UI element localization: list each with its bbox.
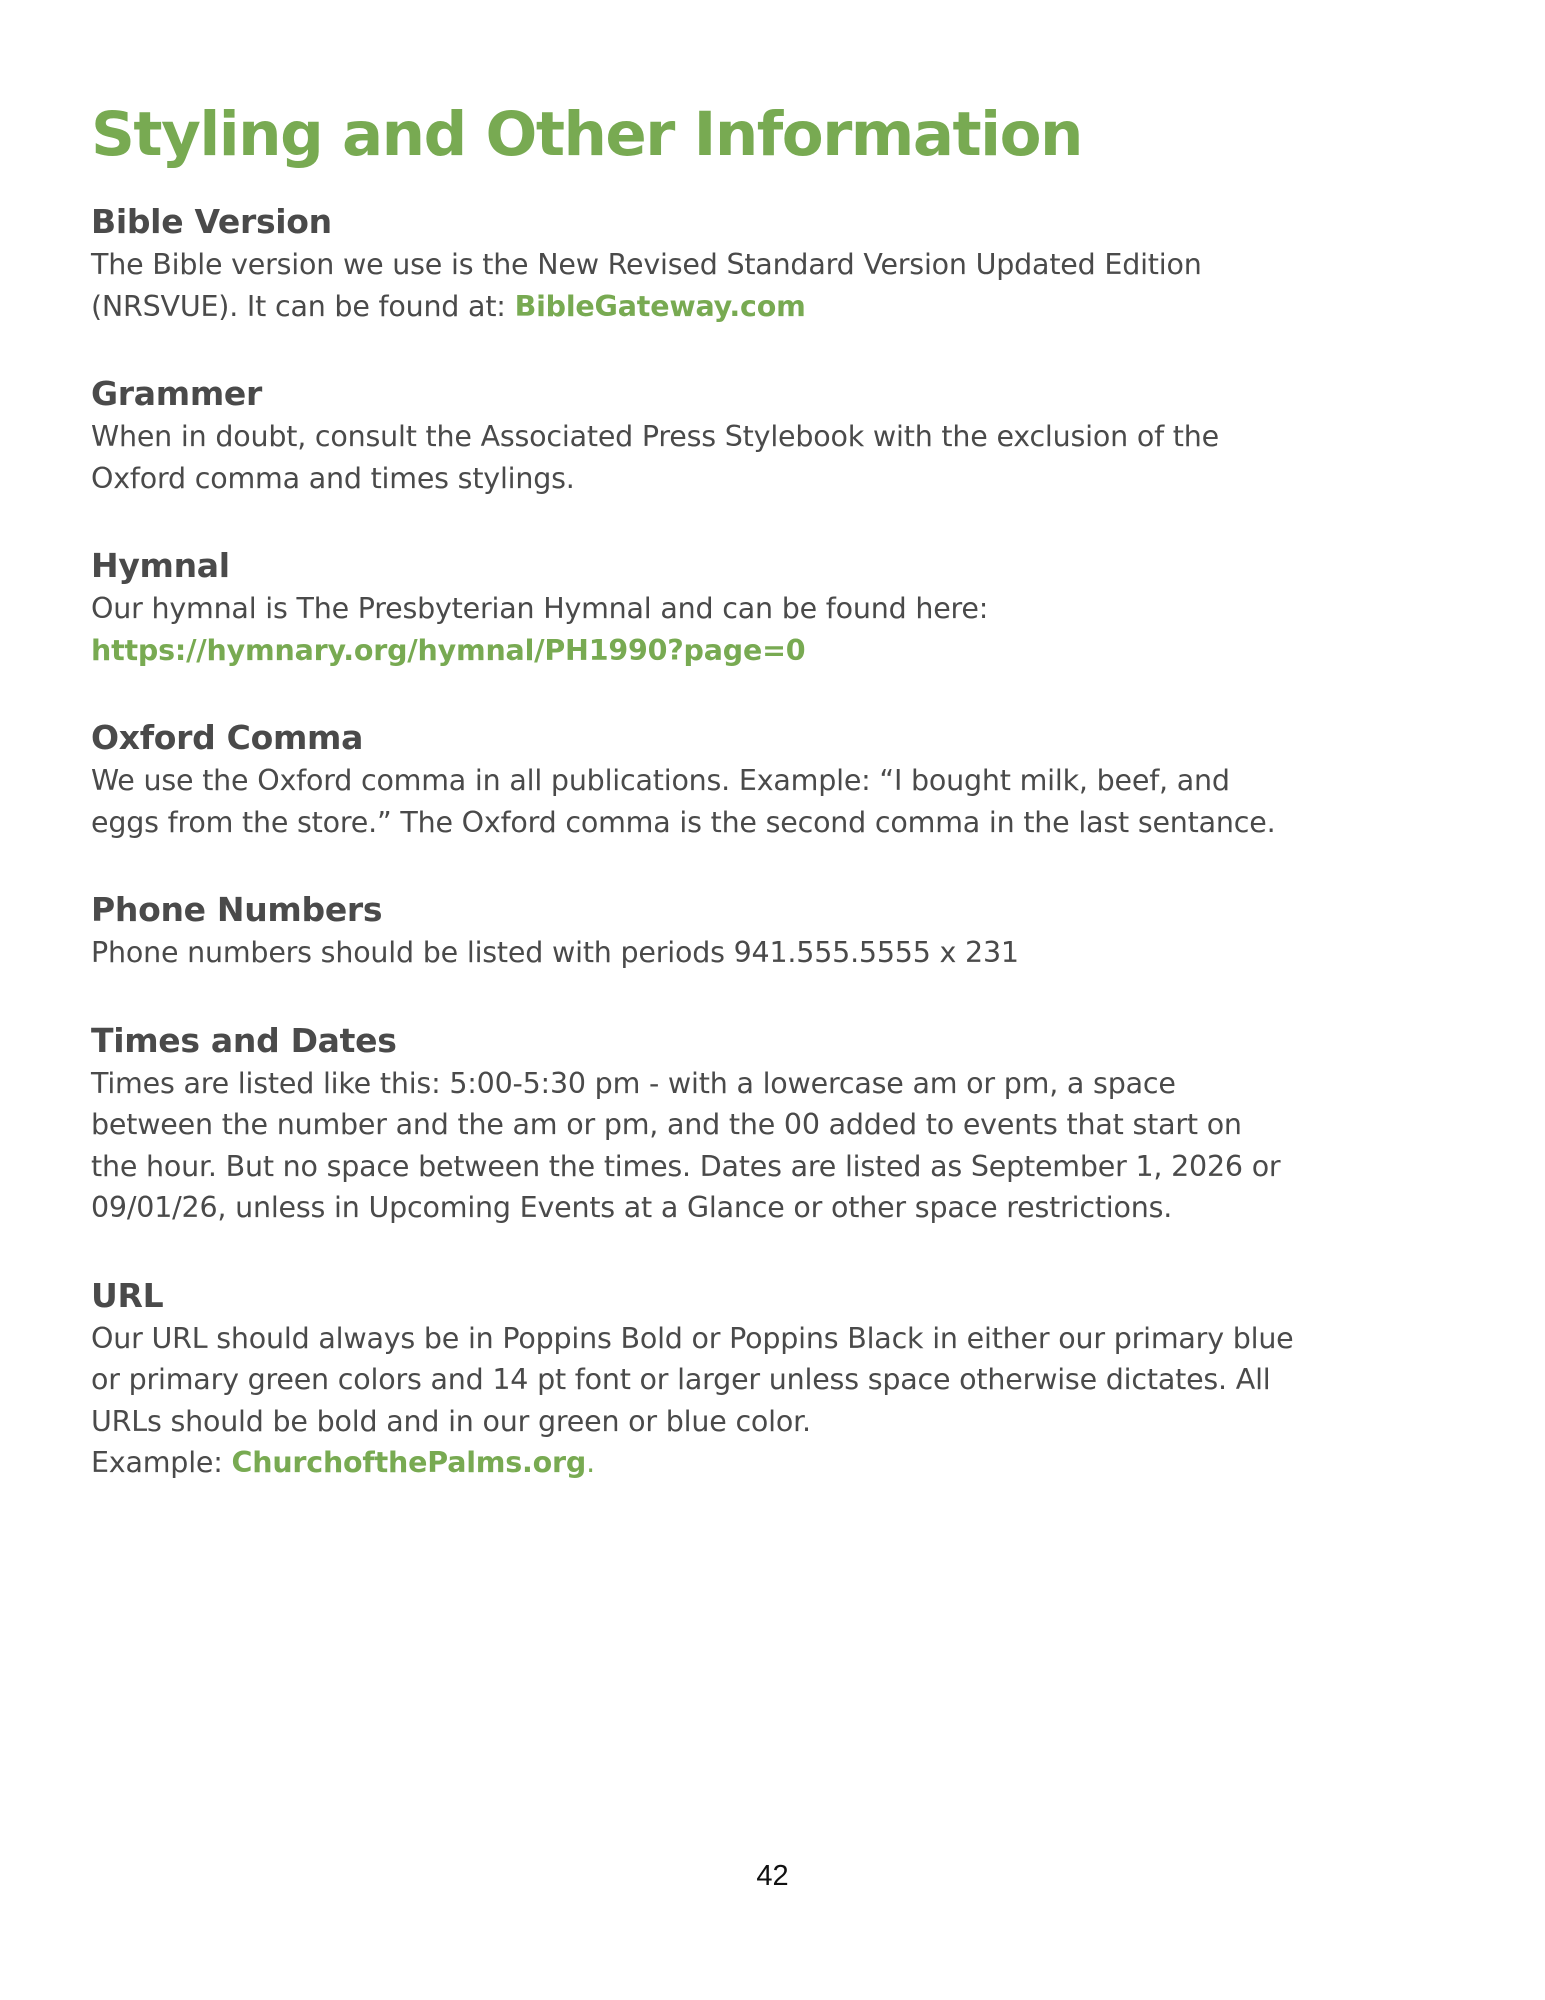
section-body (91, 760, 1421, 843)
section-heading: Times and Dates (91, 1020, 397, 1060)
body-line: Times are listed like this: 5:00-5:30 pm - with a lowercase am or pm, a space (91, 1066, 1176, 1100)
body-line: the hour. But no space between the times. Dates are listed as September 1, 2026 or (91, 1149, 1281, 1183)
page-title: Styling and Other Information (91, 99, 1082, 170)
church-url-link[interactable]: ChurchofthePalms.org (231, 1446, 587, 1479)
body-line: Our URL should always be in Poppins Bold or Poppins Black in either our primary blue (91, 1321, 1294, 1355)
example-label: Example: (91, 1446, 232, 1479)
section-body (91, 244, 1421, 327)
body-line: Phone numbers should be listed with periods 941.555.5555 x 231 (91, 936, 1019, 969)
section-heading: Hymnal (91, 546, 230, 585)
body-line: The Bible version we use is the New Revised Standard Version Updated Edition (91, 248, 1202, 281)
body-line: Oxford comma and times stylings. (91, 461, 575, 495)
section-oxford-comma (91, 716, 1421, 843)
section-url (91, 1274, 1421, 1484)
body-line: 09/01/26, unless in Upcoming Events at a Glance or other space restrictions. (91, 1191, 1173, 1224)
body-line: or primary green colors and 14 pt font or larger unless space otherwise dictates. All (91, 1363, 1271, 1396)
section-heading: Bible Version (91, 202, 332, 241)
document-page (91, 92, 1421, 1484)
example-period: . (586, 1446, 595, 1479)
section-heading: Phone Numbers (91, 890, 383, 929)
section-times-and-dates (91, 1019, 1421, 1229)
section-body (91, 416, 1421, 499)
body-line: (NRSVUE). It can be found at: (91, 289, 515, 323)
body-line: URLs should be bold and in our green or blue color. (91, 1404, 811, 1438)
body-line: Our hymnal is The Presbyterian Hymnal and can be found here: (91, 592, 989, 625)
body-line: between the number and the am or pm, and the 00 added to events that start on (91, 1108, 1242, 1141)
bible-gateway-link[interactable]: BibleGateway.com (514, 289, 806, 323)
body-line: When in doubt, consult the Associated Press Stylebook with the exclusion of the (91, 420, 1219, 453)
section-heading: URL (91, 1275, 164, 1315)
section-body (91, 1318, 1421, 1484)
section-body (91, 588, 1421, 671)
section-body (91, 1063, 1421, 1229)
section-heading: Oxford Comma (91, 718, 364, 757)
section-heading: Grammer (91, 374, 262, 413)
section-grammer (91, 372, 1421, 499)
section-phone-numbers (91, 888, 1421, 974)
section-body (91, 932, 1421, 974)
section-bible-version (91, 200, 1421, 327)
page-number: 42 (756, 1860, 789, 1892)
body-line: eggs from the store.” The Oxford comma is the second comma in the last sentance. (91, 805, 1276, 839)
hymnary-link[interactable]: https://hymnary.org/hymnal/PH1990?page=0 (91, 633, 806, 667)
section-hymnal (91, 544, 1421, 671)
body-line: We use the Oxford comma in all publications. Example: “I bought milk, beef, and (91, 764, 1230, 797)
